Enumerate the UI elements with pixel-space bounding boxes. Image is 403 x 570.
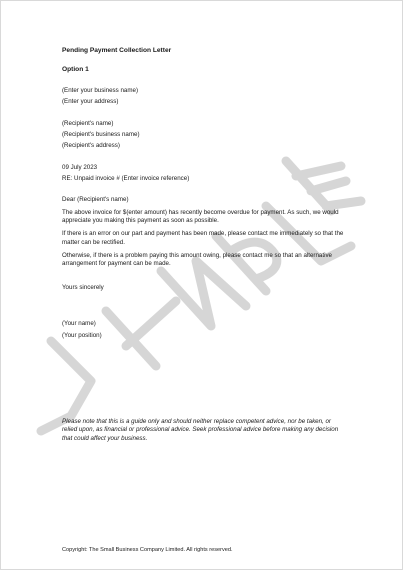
note-line: relied upon, as financial or professional advice. Seek professional advice before making any decision — [62, 426, 339, 434]
paragraph-line: The above invoice for $(enter amount) has recently become overdue for payment. As such, we would — [62, 208, 339, 216]
disclaimer-note — [62, 418, 352, 443]
paragraph-line: If there is an error on our part and payment has been made, please contact me immediately so that the — [62, 230, 344, 238]
paragraph-line: Otherwise, if there is a problem paying this amount owing, please contact me so that an alternative — [62, 252, 332, 260]
recipient-block — [62, 120, 352, 151]
sender-business-name: (Enter your business name) — [62, 86, 139, 94]
option-label: Option 1 — [62, 65, 89, 73]
paragraph-2 — [62, 230, 352, 247]
copyright-footer: Copyright: The Small Business Company Limited. All rights reserved. — [62, 546, 233, 553]
closing: Yours sincerely — [62, 283, 104, 291]
salutation: Dear (Recipient's name) — [62, 196, 129, 204]
paragraph-1 — [62, 209, 352, 226]
letter-body — [62, 47, 352, 443]
sender-address: (Enter your address) — [62, 98, 119, 106]
note-line: that could affect your business. — [62, 434, 148, 442]
signature-position: (Your position) — [62, 331, 102, 339]
note-line: Please note that this is a guide only and should neither replace competent advice, nor be taken, or — [62, 417, 331, 425]
paragraph-3 — [62, 252, 352, 269]
letter-date: 09 July 2023 — [62, 163, 98, 171]
paragraph-line: appreciate you making this payment as soon as possible. — [62, 217, 219, 225]
recipient-business-name: (Recipient's business name) — [62, 130, 140, 138]
signature-name: (Your name) — [62, 320, 96, 328]
recipient-address: (Recipient's address) — [62, 142, 120, 150]
paragraph-line: matter can be rectified. — [62, 238, 125, 246]
sender-block — [62, 87, 352, 107]
recipient-name: (Recipient's name) — [62, 119, 114, 127]
letter-title: Pending Payment Collection Letter — [62, 47, 172, 54]
re-line: RE: Unpaid invoice # (Enter invoice reference) — [62, 174, 190, 182]
signature-block — [62, 320, 352, 340]
paragraph-line: arrangement for payment can be made. — [62, 260, 171, 268]
